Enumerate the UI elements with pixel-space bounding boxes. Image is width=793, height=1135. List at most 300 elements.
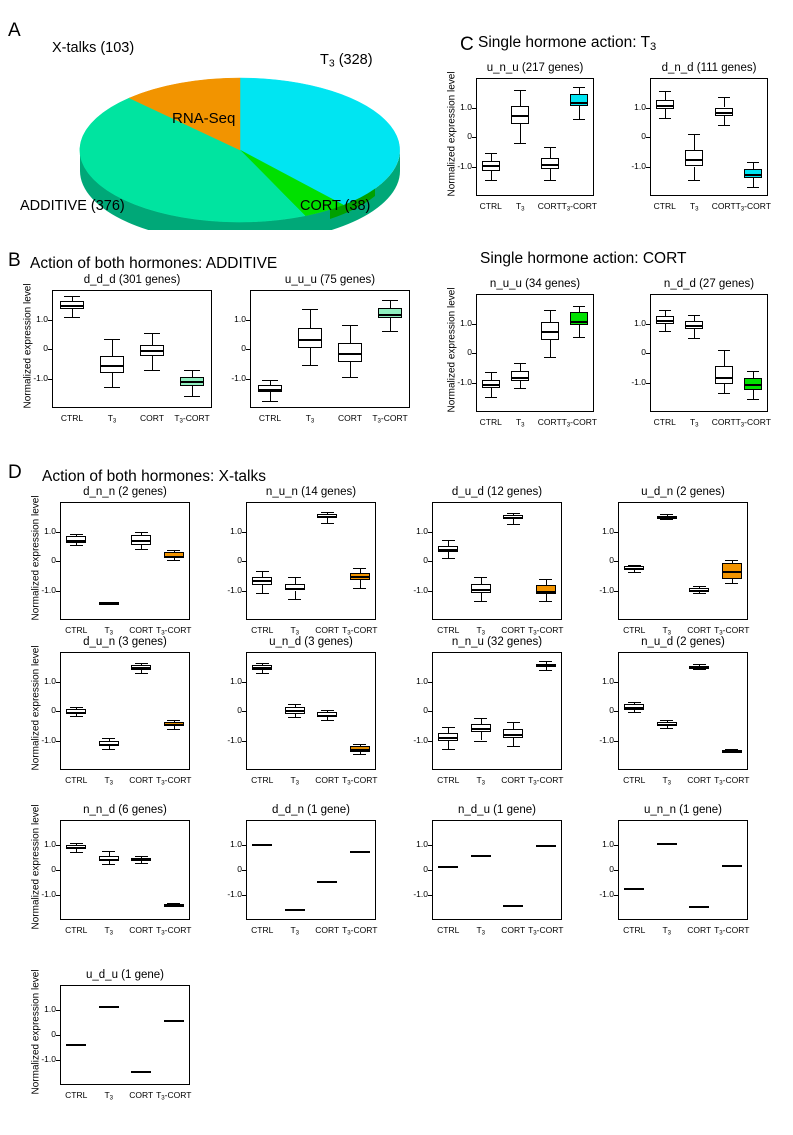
median-line: [99, 744, 119, 746]
whisker-cap: [747, 371, 759, 372]
whisker-cap: [688, 315, 700, 316]
whisker: [753, 162, 754, 169]
chart-title: n_d_u (1 gene): [457, 804, 536, 816]
whisker: [724, 116, 725, 125]
whisker-cap: [321, 512, 334, 513]
y-tick: 1.0: [234, 313, 246, 324]
median-line: [471, 855, 491, 857]
y-tick-mark: [56, 591, 60, 592]
x-tick: CORT: [537, 417, 562, 427]
y-tick: 1.0: [416, 839, 428, 849]
whisker-cap: [718, 97, 730, 98]
panel-letter-a: A: [8, 20, 21, 41]
y-tick-mark: [646, 137, 650, 138]
chart-title: u_n_u (217 genes): [486, 62, 584, 74]
panel-letter-c: C: [460, 34, 474, 55]
x-tick: $T_3$: [290, 775, 300, 787]
y-tick: -1.0: [631, 376, 646, 387]
whisker-cap: [102, 864, 115, 865]
median-line: [482, 165, 500, 167]
median-line: [164, 1020, 184, 1022]
x-tick: $T_3$: [662, 775, 672, 787]
y-tick: 1.0: [230, 839, 242, 849]
whisker: [546, 594, 547, 601]
x-tick: $T_3$: [689, 201, 699, 213]
whisker-cap: [659, 310, 671, 311]
x-tick: $T_3$: [104, 925, 114, 937]
median-line: [99, 859, 119, 861]
plot-frame: [432, 502, 562, 620]
whisker-cap: [544, 310, 556, 311]
y-tick: -1.0: [227, 889, 242, 899]
section-title-c2: Single hormone action: CORT: [480, 250, 687, 267]
y-tick: 1.0: [634, 101, 646, 112]
median-line: [744, 174, 762, 176]
median-line: [657, 724, 677, 726]
whisker: [491, 153, 492, 160]
median-line: [180, 381, 205, 383]
whisker-cap: [321, 720, 334, 721]
pie-label-cort: CORT (38): [300, 198, 371, 214]
y-tick-mark: [56, 711, 60, 712]
chart-title: u_n_n (1 gene): [643, 804, 722, 816]
whisker: [448, 741, 449, 750]
y-tick-mark: [614, 870, 618, 871]
whisker: [491, 372, 492, 379]
y-tick-mark: [56, 532, 60, 533]
median-line: [298, 339, 323, 341]
whisker: [481, 577, 482, 584]
whisker: [520, 381, 521, 388]
y-tick-mark: [242, 532, 246, 533]
x-tick: $T_3$-CORT: [156, 925, 192, 937]
whisker: [481, 593, 482, 600]
whisker-cap: [442, 727, 455, 728]
whisker-cap: [514, 363, 526, 364]
x-tick: $T_3$-CORT: [342, 775, 378, 787]
median-line: [722, 571, 742, 573]
whisker-cap: [573, 337, 585, 338]
x-tick: $T_3$: [476, 925, 486, 937]
whisker: [753, 371, 754, 378]
whisker-cap: [144, 333, 160, 334]
whisker-cap: [321, 710, 334, 711]
whisker: [550, 310, 551, 322]
median-line: [66, 1044, 86, 1046]
y-tick: 0: [241, 343, 246, 353]
y-tick: 1.0: [460, 317, 472, 328]
whisker: [72, 309, 73, 316]
whisker-cap: [70, 545, 83, 546]
median-line: [131, 667, 151, 669]
median-line: [657, 517, 677, 519]
x-tick: $T_3$-CORT: [735, 417, 771, 429]
median-line: [99, 1006, 119, 1008]
y-tick-mark: [48, 320, 52, 321]
whisker-cap: [485, 372, 497, 373]
whisker-cap: [442, 749, 455, 750]
whisker-cap: [262, 401, 278, 402]
y-tick-mark: [472, 167, 476, 168]
median-line: [164, 556, 184, 558]
y-tick: 1.0: [416, 525, 428, 536]
y-tick-mark: [56, 1010, 60, 1011]
y-axis-label: Normalized expression level: [22, 283, 34, 409]
whisker: [262, 585, 263, 594]
median-line: [715, 377, 733, 379]
whisker-cap: [70, 843, 83, 844]
y-tick-mark: [56, 870, 60, 871]
y-tick: 0: [43, 343, 48, 353]
x-tick: $T_3$-CORT: [714, 775, 750, 787]
whisker-cap: [70, 534, 83, 535]
y-tick-mark: [614, 711, 618, 712]
median-line: [685, 159, 703, 161]
whisker-cap: [302, 365, 318, 366]
x-tick: CORT: [315, 775, 340, 785]
panel-letter-b: B: [8, 250, 21, 271]
chart-title: u_u_u (75 genes): [284, 274, 376, 286]
median-line: [689, 590, 709, 592]
whisker-cap: [353, 744, 366, 745]
whisker-cap: [288, 599, 301, 600]
y-tick-mark: [242, 682, 246, 683]
x-tick: $T_3$: [515, 201, 525, 213]
whisker: [520, 90, 521, 106]
plot-frame: [246, 820, 376, 920]
pie-label-additive: ADDITIVE (376): [20, 198, 125, 214]
y-tick-mark: [56, 1035, 60, 1036]
chart-title: d_d_d (301 genes): [83, 274, 181, 286]
median-line: [624, 888, 644, 890]
median-line: [541, 164, 559, 166]
y-tick-mark: [56, 682, 60, 683]
median-line: [624, 568, 644, 570]
chart-title: d_d_n (1 gene): [271, 804, 350, 816]
chart-title: d_u_n (3 genes): [83, 636, 167, 648]
x-tick: CORT: [129, 1090, 154, 1100]
y-tick-mark: [646, 383, 650, 384]
chart-title: n_u_n (14 genes): [265, 486, 357, 498]
median-line: [438, 549, 458, 551]
whisker: [491, 388, 492, 397]
median-line: [471, 589, 491, 591]
whisker-cap: [539, 661, 552, 662]
whisker-cap: [102, 851, 115, 852]
box: [570, 94, 588, 106]
y-tick-mark: [428, 895, 432, 896]
x-tick: CTRL: [623, 925, 646, 935]
median-line: [350, 851, 370, 853]
whisker-cap: [474, 601, 487, 602]
whisker-cap: [507, 746, 520, 747]
y-tick: 1.0: [416, 675, 428, 686]
whisker-cap: [573, 119, 585, 120]
whisker: [550, 340, 551, 358]
chart-title: d_n_n (2 genes): [83, 486, 167, 498]
y-tick: 0: [423, 705, 428, 715]
y-tick: 0: [51, 864, 56, 874]
x-tick: CTRL: [251, 775, 274, 785]
box: [715, 366, 733, 384]
median-line: [685, 325, 703, 327]
x-tick: $T_3$: [290, 925, 300, 937]
whisker: [579, 325, 580, 337]
y-tick: 0: [51, 1029, 56, 1039]
y-tick: -1.0: [41, 1054, 56, 1064]
median-line: [100, 365, 125, 367]
whisker-cap: [539, 579, 552, 580]
whisker-cap: [256, 593, 269, 594]
y-axis-label: Normalized expression level: [446, 71, 458, 197]
whisker-cap: [507, 722, 520, 723]
y-tick-mark: [428, 845, 432, 846]
median-line: [657, 843, 677, 845]
y-tick-mark: [472, 137, 476, 138]
median-line: [317, 715, 337, 717]
y-tick: -1.0: [413, 734, 428, 745]
whisker-cap: [514, 388, 526, 389]
whisker-cap: [262, 380, 278, 381]
x-tick: CORT: [711, 201, 736, 211]
y-tick-mark: [242, 561, 246, 562]
x-tick: $T_3$: [476, 625, 486, 637]
whisker-cap: [544, 180, 556, 181]
whisker-cap: [688, 134, 700, 135]
whisker: [724, 350, 725, 366]
y-tick: 0: [51, 555, 56, 565]
whisker-cap: [353, 754, 366, 755]
median-line: [722, 751, 742, 753]
x-tick: CTRL: [65, 925, 88, 935]
x-tick: CORT: [501, 775, 526, 785]
whisker: [112, 373, 113, 388]
x-tick: CTRL: [437, 925, 460, 935]
median-line: [131, 859, 151, 861]
chart-title: n_n_d (6 genes): [83, 804, 167, 816]
y-tick: 0: [237, 864, 242, 874]
median-line: [570, 321, 588, 323]
chart-title: n_u_u (34 genes): [489, 278, 581, 290]
whisker-cap: [135, 673, 148, 674]
median-line: [350, 576, 370, 578]
x-tick: $T_3$-CORT: [561, 417, 597, 429]
y-tick-mark: [614, 682, 618, 683]
x-tick: $T_3$-CORT: [174, 413, 210, 425]
whisker-cap: [718, 125, 730, 126]
whisker-cap: [659, 91, 671, 92]
median-line: [689, 906, 709, 908]
chart-title: n_n_u (32 genes): [451, 636, 543, 648]
median-line: [378, 314, 403, 316]
whisker-cap: [102, 738, 115, 739]
chart-title: d_u_d (12 genes): [451, 486, 543, 498]
median-line: [350, 749, 370, 751]
whisker-cap: [288, 717, 301, 718]
median-line: [338, 353, 363, 355]
whisker-cap: [167, 560, 180, 561]
whisker-cap: [256, 673, 269, 674]
pie-label-xtalks: X-talks (103): [52, 40, 135, 56]
y-axis-label: Normalized expression level: [446, 287, 458, 413]
x-tick: CTRL: [653, 201, 676, 211]
x-tick: $T_3$-CORT: [528, 925, 564, 937]
panel-letter-d: D: [8, 462, 22, 483]
whisker: [753, 178, 754, 187]
whisker: [481, 732, 482, 740]
whisker-cap: [102, 749, 115, 750]
median-line: [511, 377, 529, 379]
plot-frame: [60, 502, 190, 620]
y-tick: -1.0: [227, 584, 242, 595]
whisker-cap: [474, 577, 487, 578]
y-tick-mark: [614, 845, 618, 846]
y-tick-mark: [428, 711, 432, 712]
median-line: [471, 728, 491, 730]
whisker-cap: [693, 669, 706, 670]
whisker-cap: [70, 716, 83, 717]
whisker-cap: [135, 532, 148, 533]
x-tick: $T_3$-CORT: [528, 625, 564, 637]
whisker-cap: [135, 856, 148, 857]
y-tick: -1.0: [599, 734, 614, 745]
whisker: [192, 386, 193, 396]
y-tick-mark: [56, 741, 60, 742]
x-tick: CORT: [129, 775, 154, 785]
median-line: [317, 881, 337, 883]
x-tick: $T_3$-CORT: [714, 625, 750, 637]
y-tick-mark: [246, 379, 250, 380]
chart-title: u_n_d (3 genes): [269, 636, 353, 648]
whisker: [350, 325, 351, 343]
whisker-cap: [302, 309, 318, 310]
x-tick: $T_3$: [476, 775, 486, 787]
whisker-cap: [544, 147, 556, 148]
x-tick: CORT: [687, 925, 712, 935]
y-tick: 1.0: [44, 839, 56, 849]
whisker-cap: [135, 549, 148, 550]
whisker-cap: [104, 339, 120, 340]
x-tick: $T_3$: [662, 625, 672, 637]
y-tick: -1.0: [457, 376, 472, 387]
median-line: [99, 603, 119, 605]
whisker: [295, 577, 296, 584]
median-line: [60, 305, 85, 307]
x-tick: $T_3$: [104, 1090, 114, 1102]
y-tick: 0: [641, 131, 646, 141]
whisker: [753, 390, 754, 399]
whisker: [665, 324, 666, 331]
whisker-cap: [288, 577, 301, 578]
median-line: [656, 320, 674, 322]
whisker: [390, 318, 391, 331]
whisker-cap: [660, 519, 673, 520]
x-tick: $T_3$-CORT: [342, 625, 378, 637]
whisker: [665, 91, 666, 100]
whisker: [270, 392, 271, 401]
whisker-cap: [688, 338, 700, 339]
x-tick: CORT: [711, 417, 736, 427]
plot-frame: [246, 652, 376, 770]
chart-title: n_d_d (27 genes): [663, 278, 755, 290]
y-tick-mark: [242, 591, 246, 592]
y-tick: 0: [609, 555, 614, 565]
plot-frame: [650, 78, 768, 196]
whisker: [152, 356, 153, 369]
whisker: [513, 738, 514, 747]
whisker-cap: [514, 143, 526, 144]
x-tick: $T_3$-CORT: [714, 925, 750, 937]
y-tick-mark: [48, 349, 52, 350]
median-line: [482, 384, 500, 386]
y-tick: 0: [423, 864, 428, 874]
x-tick: CTRL: [60, 413, 84, 423]
y-tick-mark: [614, 561, 618, 562]
y-tick-mark: [472, 108, 476, 109]
median-line: [715, 112, 733, 114]
x-tick: CTRL: [251, 925, 274, 935]
x-tick: CORT: [537, 201, 562, 211]
y-axis-label: Normalized expression level: [30, 804, 42, 930]
y-tick: 0: [609, 705, 614, 715]
whisker-cap: [288, 704, 301, 705]
plot-frame: [650, 294, 768, 412]
whisker-cap: [135, 663, 148, 664]
x-tick: CTRL: [258, 413, 282, 423]
whisker-cap: [573, 87, 585, 88]
median-line: [252, 667, 272, 669]
whisker-cap: [135, 863, 148, 864]
whisker-cap: [544, 357, 556, 358]
chart-title: u_d_n (2 genes): [641, 486, 725, 498]
x-tick: $T_3$-CORT: [156, 775, 192, 787]
y-tick: 0: [423, 555, 428, 565]
y-tick: -1.0: [413, 584, 428, 595]
whisker: [360, 580, 361, 587]
x-tick: CTRL: [479, 417, 502, 427]
chart-title: d_n_d (111 genes): [661, 62, 757, 74]
x-tick: CORT: [501, 625, 526, 635]
x-tick: CTRL: [437, 625, 460, 635]
y-tick: 1.0: [36, 313, 48, 324]
whisker-cap: [256, 663, 269, 664]
x-tick: CORT: [687, 775, 712, 785]
y-tick-mark: [242, 741, 246, 742]
median-line: [722, 865, 742, 867]
whisker: [694, 329, 695, 338]
median-line: [164, 905, 184, 907]
y-tick: -1.0: [41, 734, 56, 745]
y-tick-mark: [472, 383, 476, 384]
whisker-cap: [64, 296, 80, 297]
y-tick-mark: [246, 349, 250, 350]
x-tick: CTRL: [479, 201, 502, 211]
x-tick: $T_3$: [104, 775, 114, 787]
x-tick: $T_3$-CORT: [528, 775, 564, 787]
whisker-cap: [70, 707, 83, 708]
whisker: [665, 109, 666, 118]
whisker: [579, 87, 580, 94]
whisker-cap: [725, 583, 738, 584]
y-tick: -1.0: [41, 584, 56, 595]
chart-title: n_u_d (2 genes): [641, 636, 725, 648]
y-tick: 0: [641, 347, 646, 357]
y-tick-mark: [56, 895, 60, 896]
whisker-cap: [628, 712, 641, 713]
whisker-cap: [507, 524, 520, 525]
x-tick: $T_3$-CORT: [372, 413, 408, 425]
whisker-cap: [442, 540, 455, 541]
